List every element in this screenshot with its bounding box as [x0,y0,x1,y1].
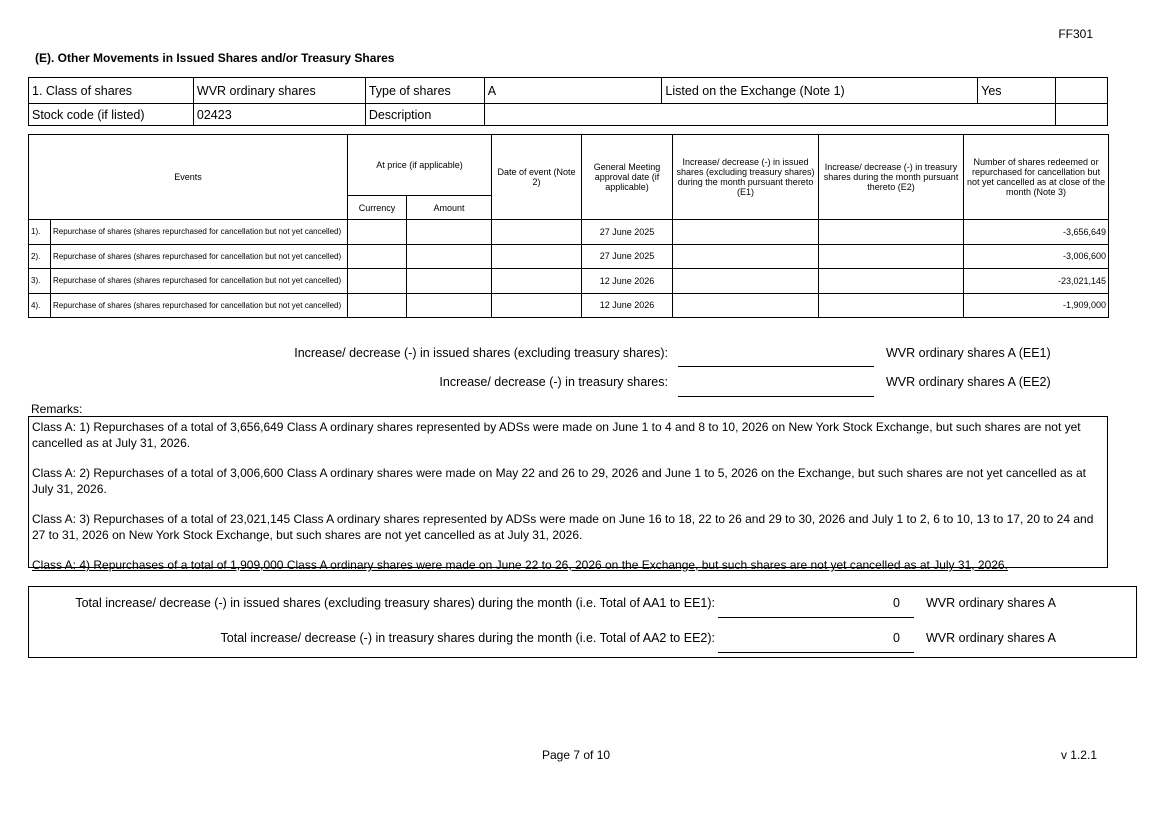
row-e1 [673,269,819,294]
row-gm-date: 12 June 2026 [582,293,673,318]
row-amount [407,220,492,245]
class-of-shares-value: WVR ordinary shares [193,78,365,104]
row-currency [348,220,407,245]
row-description: Repurchase of shares (shares repurchased for cancellation but not yet cancelled) [51,244,348,269]
row-currency [348,293,407,318]
page-number: Page 7 of 10 [542,748,611,762]
table-row [29,269,1109,294]
remark-item: Class A: 1) Repurchases of a total of 3,656,649 Class A ordinary shares represented by ADSs were made on June 1 to 4 and 8 to 10, 2026 on New York Stock Exchange, but such shares are not yet cancelled as at July 31, 2026. [32,420,1081,450]
row-description: Repurchase of shares (shares repurchased for cancellation but not yet cancelled) [51,220,348,245]
remark-item: Class A: 4) Repurchases of a total of 1,909,000 Class A ordinary shares were made on June 22 to 26, 2026 on the Exchange, but such shares are not yet cancelled as at July 31, 2026. [32,558,1008,572]
row-gm-date: 12 June 2026 [582,269,673,294]
col-e2: Increase/ decrease (-) in treasury shares during the month pursuant thereto (E2) [819,135,964,220]
events-table [28,134,1109,318]
row-date-of-event [492,293,582,318]
table-row [29,244,1109,269]
listed-on-exchange-label: Listed on the Exchange (Note 1) [662,78,978,104]
row-e2 [819,269,964,294]
total-treasury-value: 0 [893,631,900,645]
row-index: 2). [29,244,51,269]
col-gm-approval-date: General Meeting approval date (if applicable) [582,135,673,220]
col-date-of-event: Date of event (Note 2) [492,135,582,220]
totals-box [28,586,1137,658]
treasury-summary-field [678,396,874,397]
description-blank-cell [1056,104,1108,126]
row-description: Repurchase of shares (shares repurchased for cancellation but not yet cancelled) [51,269,348,294]
remark-item: Class A: 3) Repurchases of a total of 23,021,145 Class A ordinary shares represented by ADSs were made on June 16 to 18, 22 to 26 and 29 to 30, 2026 and July 1 to 2, 6 to 10, 13 to 17, 20 to 24 and 27 to 31, 2026 on New York Stock Exchange, but such shares are not yet cancelled as at July 31, 2026. [32,512,1094,542]
row-e2 [819,293,964,318]
col-at-price: At price (if applicable) [348,135,492,196]
type-of-shares-label: Type of shares [365,78,484,104]
total-issued-field [718,617,914,618]
row-e2 [819,244,964,269]
row-redeemed: -3,006,600 [964,244,1109,269]
row-date-of-event [492,220,582,245]
row-description: Repurchase of shares (shares repurchased for cancellation but not yet cancelled) [51,293,348,318]
total-issued-value: 0 [893,596,900,610]
col-e1: Increase/ decrease (-) in issued shares (excluding treasury shares) during the month pursuant thereto (E1) [673,135,819,220]
stock-code-value: 02423 [193,104,365,126]
remark-item: Class A: 2) Repurchases of a total of 3,006,600 Class A ordinary shares were made on May 22 and 26 to 29, 2026 and June 1 to 5, 2026 on the Exchange, but such shares are not yet cancelled as at July 31, 2026. [32,466,1087,496]
col-currency: Currency [348,196,407,220]
row-amount [407,244,492,269]
row-currency [348,269,407,294]
version-label: v 1.2.1 [1060,748,1097,762]
row-index: 4). [29,293,51,318]
total-treasury-unit: WVR ordinary shares A [926,631,1056,645]
remarks-label: Remarks: [31,402,83,416]
listed-on-exchange-value: Yes [978,78,1056,104]
total-issued-unit: WVR ordinary shares A [926,596,1056,610]
row-redeemed: -3,656,649 [964,220,1109,245]
row-e1 [673,293,819,318]
col-amount: Amount [407,196,492,220]
issued-summary-field [678,366,874,367]
description-value [484,104,1055,126]
row-date-of-event [492,269,582,294]
description-label: Description [365,104,484,126]
row-index: 1). [29,220,51,245]
table-row [29,220,1109,245]
treasury-summary-unit: WVR ordinary shares A (EE2) [886,375,1051,389]
total-treasury-field [718,652,914,653]
header-blank-cell [1056,78,1108,104]
row-redeemed: -23,021,145 [964,269,1109,294]
section-title: (E). Other Movements in Issued Shares and/or Treasury Shares [35,51,395,65]
issued-summary-unit: WVR ordinary shares A (EE1) [886,346,1051,360]
row-amount [407,293,492,318]
col-redeemed: Number of shares redeemed or repurchased for cancellation but not yet cancelled as at close of the month (Note 3) [964,135,1109,220]
remarks-box [28,416,1108,572]
row-e1 [673,220,819,245]
treasury-summary-label: Increase/ decrease (-) in treasury shares: [439,375,668,389]
row-redeemed: -1,909,000 [964,293,1109,318]
row-currency [348,244,407,269]
table-row [29,293,1109,318]
issued-summary-label: Increase/ decrease (-) in issued shares (excluding treasury shares): [294,346,668,360]
total-issued-label: Total increase/ decrease (-) in issued shares (excluding treasury shares) during the month (i.e. Total of AA1 to EE1): [75,596,715,610]
total-treasury-label: Total increase/ decrease (-) in treasury shares during the month (i.e. Total of AA2 to EE2): [220,631,715,645]
col-events: Events [29,135,348,220]
row-index: 3). [29,269,51,294]
stock-code-label: Stock code (if listed) [29,104,194,126]
form-code: FF301 [1058,27,1093,41]
row-date-of-event [492,244,582,269]
row-amount [407,269,492,294]
type-of-shares-value: A [484,78,662,104]
share-class-header-table [28,77,1108,126]
class-of-shares-label: 1. Class of shares [29,78,194,104]
row-gm-date: 27 June 2025 [582,244,673,269]
row-e2 [819,220,964,245]
row-gm-date: 27 June 2025 [582,220,673,245]
row-e1 [673,244,819,269]
